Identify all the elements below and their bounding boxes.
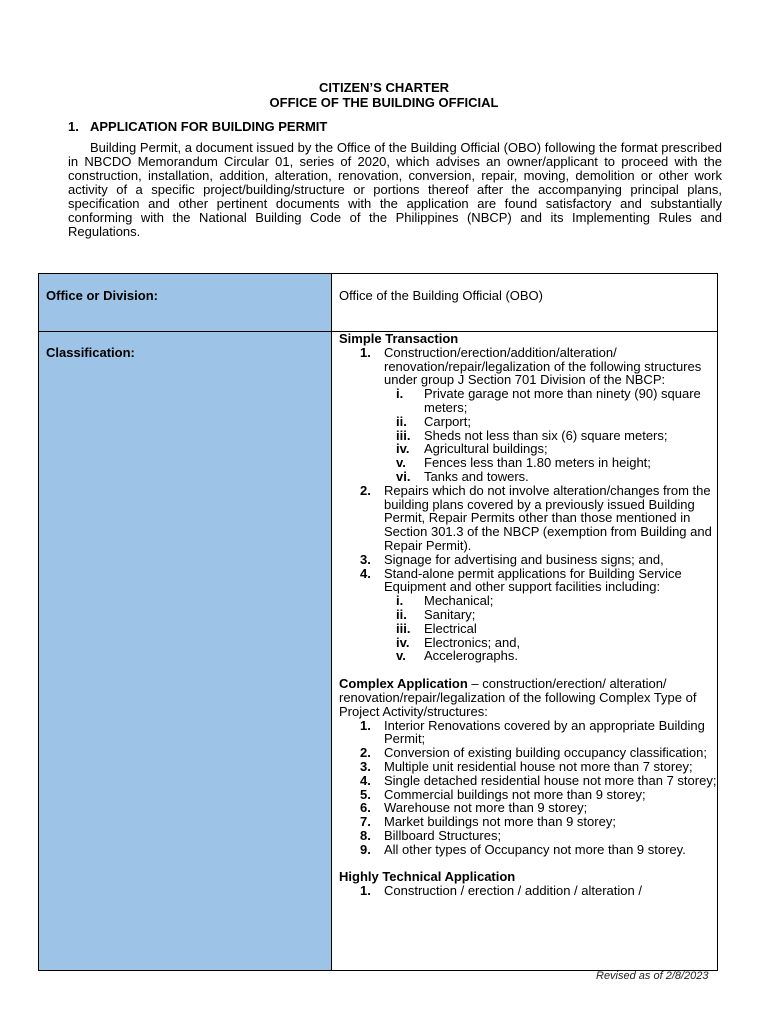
list-item-number: 1.: [360, 717, 371, 733]
list-item-number: 4.: [360, 565, 371, 581]
sub-item-number: iv.: [396, 441, 410, 457]
list-item-number: 4.: [360, 772, 371, 788]
list-item-text: Commercial buildings not more than 9 storey;: [384, 786, 646, 802]
sub-item-text: Electrical: [424, 620, 477, 636]
sub-list-item: [396, 470, 717, 484]
simple-list-item: [360, 567, 717, 664]
list-item-text: All other types of Occupancy not more than 9 storey.: [384, 841, 686, 857]
list-item-body: [384, 719, 717, 747]
section-heading-text: APPLICATION FOR BUILDING PERMIT: [90, 119, 328, 134]
technical-list-item: [360, 884, 717, 898]
list-item-number: 7.: [360, 814, 371, 830]
list-item-body: [384, 815, 717, 829]
sub-list-item: [396, 456, 717, 470]
list-item-body: [384, 346, 717, 484]
list-item-text: Stand-alone permit applications for Building Service Equipment and other support facilities including:: [384, 565, 682, 595]
list-item-number: 2.: [360, 745, 371, 761]
sub-list-item: [396, 636, 717, 650]
sub-item-text: Electronics; and,: [424, 634, 521, 650]
simple-list-item: [360, 346, 717, 484]
charter-table: [38, 273, 718, 971]
office-value: Office of the Building Official (OBO): [332, 274, 718, 332]
sub-item-number: i.: [396, 386, 404, 402]
sub-item-text: Fences less than 1.80 meters in height;: [424, 455, 651, 471]
complex-list-item: [360, 801, 717, 815]
sub-item-number: iii.: [396, 620, 411, 636]
list-item-body: [384, 553, 717, 567]
sub-list-item: [396, 622, 717, 636]
list-item-number: 3.: [360, 551, 371, 567]
list-item-text: Repairs which do not involve alteration/changes from the building plans covered by a previously issued Building Permit, Repair Permits other than those mentioned in Section 301.3 of the NBCP (exemption from Building and Repair Permit).: [384, 482, 712, 553]
list-item-body: [384, 788, 717, 802]
classification-value: [332, 332, 718, 971]
sub-list: [384, 594, 717, 663]
complex-list-item: [360, 760, 717, 774]
sub-item-number: vi.: [396, 468, 411, 484]
sub-item-number: v.: [396, 455, 406, 471]
complex-list-item: [360, 843, 717, 857]
list-item-number: 6.: [360, 800, 371, 816]
simple-list-item: [360, 553, 717, 567]
list-item-text: Construction/erection/addition/alteration/ renovation/repair/legalization of the following structures under group J Section 701 Division of the NBCP:: [384, 344, 702, 388]
list-item-body: [384, 484, 717, 553]
table-row-classification: [39, 332, 718, 971]
sub-list-item: [396, 429, 717, 443]
section-number: 1.: [68, 119, 79, 134]
list-item-number: 9.: [360, 841, 371, 857]
sub-item-text: Sanitary;: [424, 606, 476, 622]
sub-item-text: Carport;: [424, 413, 471, 429]
charter-title: CITIZEN’S CHARTER: [319, 80, 449, 95]
sub-item-number: ii.: [396, 606, 407, 622]
complex-list-item: [360, 788, 717, 802]
list-item-body: [384, 774, 717, 788]
list-item-number: 1.: [360, 883, 371, 899]
table-row-office: [39, 274, 718, 332]
list-item-text: Market buildings not more than 9 storey;: [384, 814, 616, 830]
highly-technical-title: Highly Technical Application: [339, 869, 516, 885]
list-item-number: 1.: [360, 344, 371, 360]
complex-list-item: [360, 746, 717, 760]
list-item-text: Interior Renovations covered by an appropriate Building Permit;: [384, 717, 705, 747]
complex-application-title: Complex Application: [339, 676, 468, 692]
list-item-text: Multiple unit residential house not more than 7 storey;: [384, 758, 693, 774]
simple-list-item: [360, 484, 717, 553]
sub-item-text: Sheds not less than six (6) square meters;: [424, 427, 668, 443]
sub-item-number: ii.: [396, 413, 407, 429]
list-item-body: [384, 801, 717, 815]
list-item-body: [384, 843, 717, 857]
list-item-number: 5.: [360, 786, 371, 802]
sub-item-text: Private garage not more than ninety (90) square meters;: [424, 386, 701, 415]
sub-list-item: [396, 442, 717, 456]
list-item-text: Signage for advertising and business signs; and,: [384, 551, 664, 567]
sub-item-number: iii.: [396, 427, 411, 443]
sub-list-item: [396, 594, 717, 608]
complex-list-item: [360, 774, 717, 788]
office-label: Office or Division:: [39, 274, 332, 332]
simple-transaction-list: [339, 346, 717, 663]
list-item-number: 3.: [360, 758, 371, 774]
list-item-text: Single detached residential house not more than 7 storey;: [384, 772, 717, 788]
list-item-number: 2.: [360, 482, 371, 498]
sub-item-number: i.: [396, 593, 404, 609]
intro-text: Building Permit, a document issued by the Office of the Building Official (OBO) following the format prescribed in NBCDO Memorandum Circular 01, series of 2020, which advises an owner/applicant to proceed with the construction, installation, addition, alteration, renovation, conversion, repair, moving, demolition or other work activity of a specific project/building/structure or portions thereof after the accompanying principal plans, specification and other pertinent documents with the application are found satisfactory and substantially conforming with the National Building Code of the Philippines (NBCP) and its Implementing Rules and Regulations.: [68, 140, 722, 239]
sub-item-text: Tanks and towers.: [424, 468, 529, 484]
sub-item-text: Accelerographs.: [424, 648, 518, 664]
list-item-body: [384, 760, 717, 774]
section-heading: [68, 119, 327, 134]
office-title: OFFICE OF THE BUILDING OFFICIAL: [269, 95, 499, 110]
list-item-text: Warehouse not more than 9 storey;: [384, 800, 588, 816]
intro-paragraph: [68, 141, 722, 239]
complex-list-item: [360, 815, 717, 829]
list-item-body: [384, 829, 717, 843]
complex-list-item: [360, 719, 717, 747]
list-item-body: [384, 884, 717, 898]
sub-list-item: [396, 608, 717, 622]
revised-date: Revised as of 2/8/2023: [596, 970, 709, 982]
sub-list-item: [396, 649, 717, 663]
sub-list-item: [396, 387, 717, 415]
sub-list-item: [396, 415, 717, 429]
simple-transaction-title: Simple Transaction: [339, 331, 459, 346]
classification-label: Classification:: [39, 332, 332, 971]
sub-item-text: Mechanical;: [424, 593, 494, 609]
complex-list-item: [360, 829, 717, 843]
complex-application-lead: [339, 677, 717, 718]
sub-item-text: Agricultural buildings;: [424, 441, 548, 457]
complex-application-list: [339, 719, 717, 857]
list-item-body: [384, 567, 717, 664]
list-item-body: [384, 746, 717, 760]
sub-item-number: iv.: [396, 634, 410, 650]
list-item-text: Billboard Structures;: [384, 827, 502, 843]
list-item-text: Conversion of existing building occupancy classification;: [384, 745, 708, 761]
highly-technical-list: [339, 884, 717, 898]
list-item-number: 8.: [360, 827, 371, 843]
sub-item-number: v.: [396, 648, 406, 664]
list-item-text: Construction / erection / addition / alteration /: [384, 883, 642, 899]
sub-list: [384, 387, 717, 484]
complex-application-text: – construction/erection/ alteration/ renovation/repair/legalization of the following Complex Type of Project Activity/structures:: [339, 676, 697, 719]
